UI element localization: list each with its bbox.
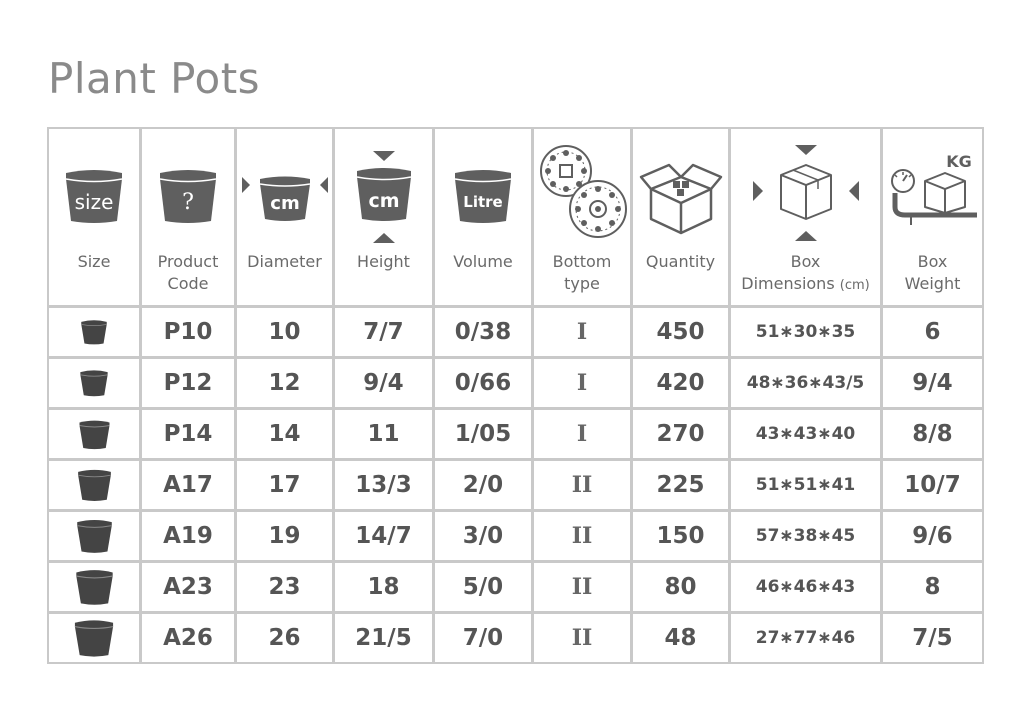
- volume-value: 1/05: [435, 410, 534, 461]
- pot-size-cell: [49, 461, 142, 512]
- pot-icon: [80, 318, 108, 346]
- diameter-value: 14: [237, 410, 335, 461]
- box-dimensions-value: 27∗77∗46: [731, 614, 883, 662]
- bottom-type-value: I: [534, 359, 633, 410]
- diameter-value: 23: [237, 563, 335, 614]
- box-weight-value: 9/6: [883, 512, 982, 563]
- table-row: [49, 359, 982, 410]
- height-value: 18: [335, 563, 435, 614]
- volume-value: 5/0: [435, 563, 534, 614]
- header-height-label: Height: [357, 252, 410, 271]
- height-value: 14/7: [335, 512, 435, 563]
- height-value: 9/4: [335, 359, 435, 410]
- product-code: A23: [142, 563, 237, 614]
- header-product-line1: Product: [157, 252, 219, 271]
- header-diameter: [237, 129, 335, 308]
- volume-value: 2/0: [435, 461, 534, 512]
- header-product-line2: Code: [167, 274, 209, 293]
- header-bottom-type-label: [534, 251, 630, 295]
- diameter-value: 17: [237, 461, 335, 512]
- page-title: Plant Pots: [48, 54, 261, 103]
- weight-icon-text: KG: [945, 152, 972, 171]
- bottom-type-value: I: [534, 410, 633, 461]
- code-icon-text: ?: [182, 190, 194, 215]
- height-value: 21/5: [335, 614, 435, 662]
- quantity-value: 270: [633, 410, 731, 461]
- header-volume-label: Volume: [453, 252, 513, 271]
- header-bottom-line1: Bottom: [552, 252, 612, 271]
- diameter-icon: [240, 167, 330, 227]
- header-product-code-label: [142, 251, 234, 295]
- volume-value: 7/0: [435, 614, 534, 662]
- height-value: 7/7: [335, 308, 435, 359]
- pot-size-cell: [49, 359, 142, 410]
- header-box-dimensions-label: [731, 251, 880, 297]
- pot-size-cell: [49, 614, 142, 662]
- header-height: [335, 129, 435, 308]
- table-row: [49, 461, 982, 512]
- box-dimensions-value: 51∗30∗35: [731, 308, 883, 359]
- quantity-value: 450: [633, 308, 731, 359]
- quantity-value: 225: [633, 461, 731, 512]
- pot-bottom-icon: [536, 141, 628, 241]
- table-row: [49, 563, 982, 614]
- table-row: [49, 614, 982, 662]
- table-row: [49, 308, 982, 359]
- pot-size-cell: [49, 308, 142, 359]
- pot-question-icon: [156, 167, 220, 227]
- header-bottom-type: [534, 129, 633, 308]
- scale-weight-icon: [887, 151, 979, 235]
- product-code: A19: [142, 512, 237, 563]
- header-size: [49, 129, 142, 308]
- product-code: P10: [142, 308, 237, 359]
- header-bottom-line2: type: [564, 274, 600, 293]
- box-dimensions-value: 43∗43∗40: [731, 410, 883, 461]
- height-value: 11: [335, 410, 435, 461]
- header-row: [49, 129, 982, 308]
- box-dimensions-value: 57∗38∗45: [731, 512, 883, 563]
- box-weight-value: 10/7: [883, 461, 982, 512]
- size-icon-text: size: [74, 190, 114, 214]
- header-box-dim-line2: Dimensions: [741, 274, 835, 293]
- box-weight-value: 9/4: [883, 359, 982, 410]
- pot-size-cell: [49, 563, 142, 614]
- pot-size-cell: [49, 410, 142, 461]
- pot-icon: [78, 418, 111, 451]
- header-box-weight-line1: Box: [917, 252, 948, 271]
- pot-icon: [74, 567, 115, 607]
- bottom-type-value: II: [534, 512, 633, 563]
- quantity-value: 420: [633, 359, 731, 410]
- height-icon-text: cm: [367, 190, 400, 212]
- header-product-code: [142, 129, 237, 308]
- volume-value: 3/0: [435, 512, 534, 563]
- quantity-value: 80: [633, 563, 731, 614]
- diameter-icon-text: cm: [269, 193, 300, 214]
- quantity-value: 48: [633, 614, 731, 662]
- table-row: [49, 512, 982, 563]
- open-box-icon: [639, 159, 723, 235]
- pot-litre-icon: [451, 167, 515, 227]
- box-dimensions-value: 48∗36∗43/5: [731, 359, 883, 410]
- box-weight-value: 6: [883, 308, 982, 359]
- box-dimensions-value: 46∗46∗43: [731, 563, 883, 614]
- pot-icon: [71, 617, 117, 659]
- header-box-dim-unit: (cm): [839, 278, 870, 293]
- header-quantity-label: Quantity: [645, 252, 716, 271]
- box-weight-value: 8: [883, 563, 982, 614]
- table-row: [49, 410, 982, 461]
- pot-size-icon: [62, 167, 126, 227]
- diameter-value: 10: [237, 308, 335, 359]
- bottom-type-value: II: [534, 614, 633, 662]
- bottom-type-value: II: [534, 461, 633, 512]
- volume-value: 0/66: [435, 359, 534, 410]
- bottom-type-value: II: [534, 563, 633, 614]
- product-code: A26: [142, 614, 237, 662]
- diameter-value: 19: [237, 512, 335, 563]
- product-code: P14: [142, 410, 237, 461]
- header-box-weight-label: [883, 251, 982, 295]
- height-value: 13/3: [335, 461, 435, 512]
- diameter-value: 12: [237, 359, 335, 410]
- header-size-label: Size: [77, 252, 111, 271]
- box-weight-value: 8/8: [883, 410, 982, 461]
- pot-icon: [79, 368, 109, 398]
- volume-value: 0/38: [435, 308, 534, 359]
- plant-pots-table: [47, 127, 984, 664]
- diameter-value: 26: [237, 614, 335, 662]
- pot-icon: [76, 467, 113, 503]
- pot-icon: [75, 517, 114, 555]
- header-box-dim-line1: Box: [790, 252, 821, 271]
- header-diameter-label: Diameter: [247, 252, 322, 271]
- box-weight-value: 7/5: [912, 625, 953, 651]
- box-dimensions-value: 51∗51∗41: [731, 461, 883, 512]
- bottom-type-value: I: [534, 308, 633, 359]
- product-code: A17: [142, 461, 237, 512]
- box-dimensions-icon: [751, 143, 861, 243]
- height-icon: [349, 149, 419, 245]
- header-quantity: [633, 129, 731, 308]
- header-box-weight: [883, 129, 982, 308]
- product-code: P12: [142, 359, 237, 410]
- quantity-value: 150: [633, 512, 731, 563]
- header-box-dimensions: [731, 129, 883, 308]
- pot-size-cell: [49, 512, 142, 563]
- header-volume: [435, 129, 534, 308]
- header-box-weight-line2: Weight: [904, 274, 961, 293]
- volume-icon-text: Litre: [463, 193, 503, 211]
